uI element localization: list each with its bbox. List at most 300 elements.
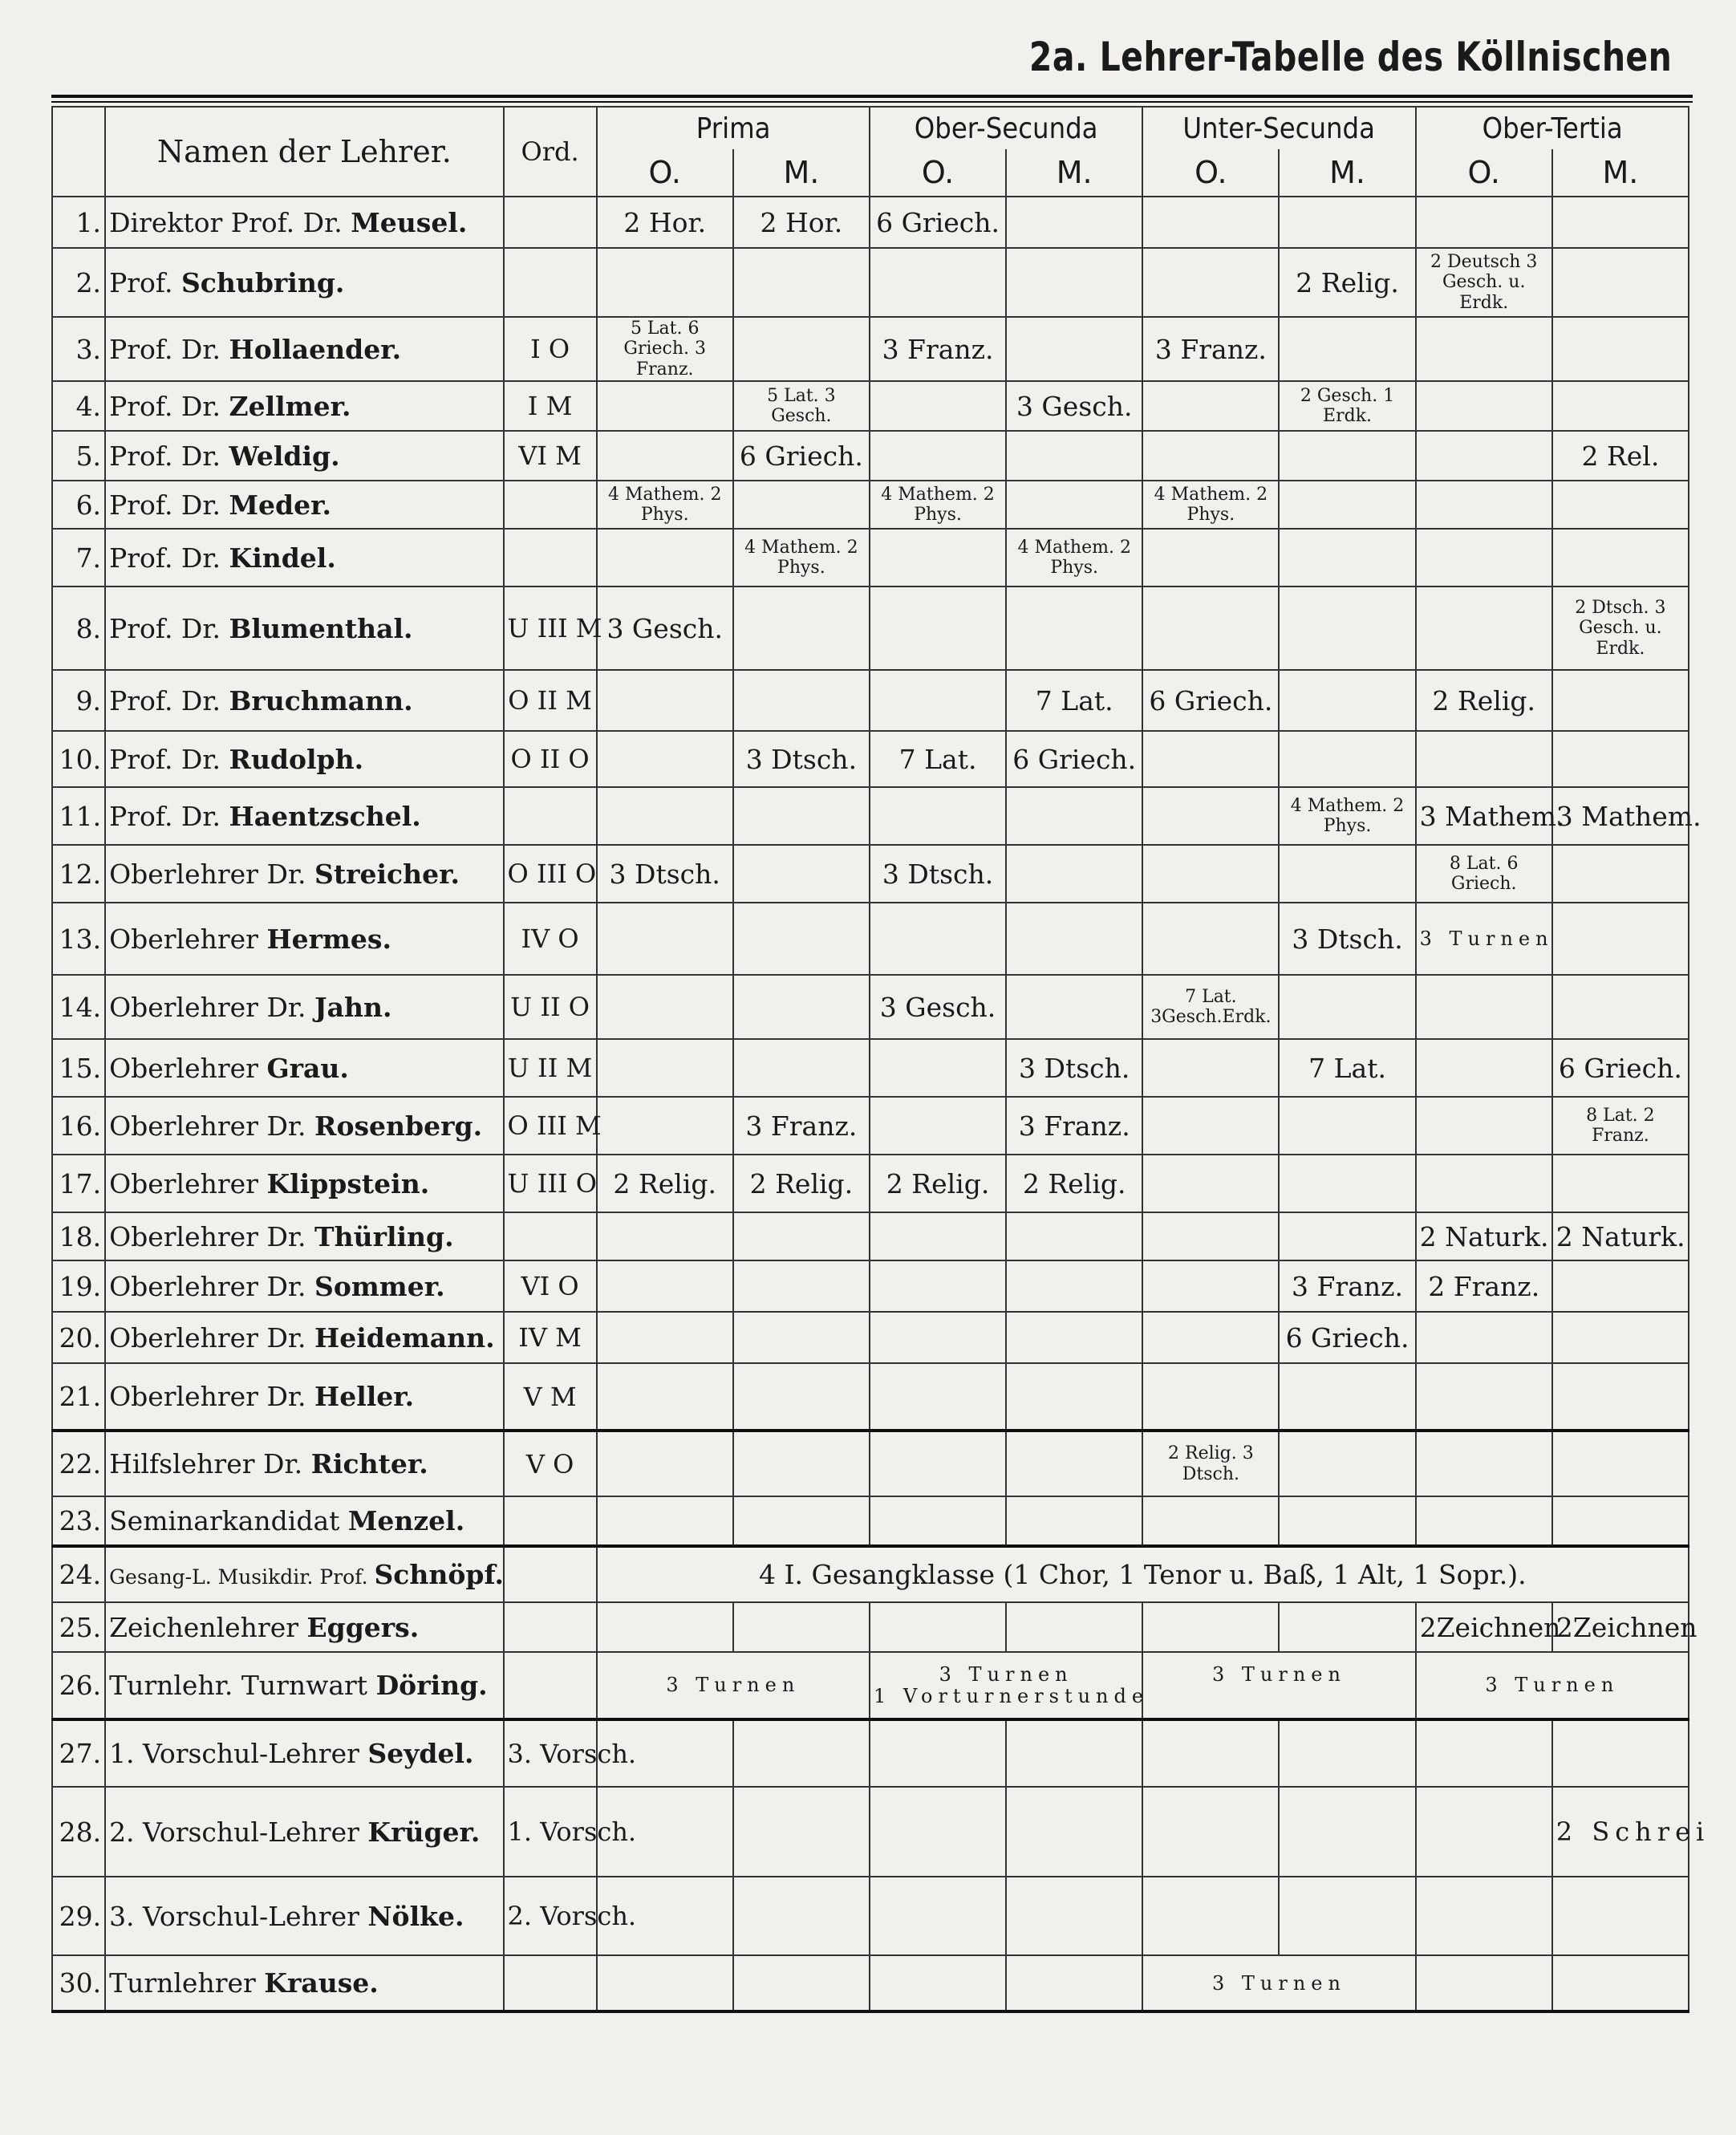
lesson-cell: [733, 1496, 870, 1546]
teacher-name: [105, 787, 503, 845]
table-row: [52, 1039, 1689, 1097]
lesson-cell: [870, 1039, 1006, 1097]
lesson-cell: 4 Mathem. 2 Phys.: [1006, 529, 1142, 587]
row-number: 8.: [52, 587, 105, 670]
lesson-cell: 2 Relig.: [733, 1155, 870, 1212]
table-row: [52, 248, 1689, 317]
lesson-cell: 2 Relig.: [1006, 1155, 1142, 1212]
lesson-cell: 2 Relig.: [1416, 670, 1552, 731]
lesson-cell: 3 Turnen: [1416, 903, 1552, 975]
table-row: [52, 1602, 1689, 1652]
table-row: [52, 1652, 1689, 1719]
teacher-name: [105, 975, 503, 1039]
lesson-cell: [1279, 317, 1415, 381]
table-row: [52, 787, 1689, 845]
lesson-cell: [870, 1312, 1006, 1363]
lesson-cell: [1552, 1955, 1689, 2011]
lesson-cell: 3 Dtsch.: [870, 845, 1006, 903]
ordinarius: VI O: [504, 1260, 597, 1312]
lesson-cell: [597, 1496, 733, 1546]
lesson-cell: 3 Franz.: [1142, 317, 1279, 381]
header-prima: Prima: [610, 107, 856, 149]
ordinarius: [504, 197, 597, 248]
lesson-cell: [597, 787, 733, 845]
teacher-title: Oberlehrer Dr.: [109, 1321, 315, 1354]
lesson-cell: [1142, 381, 1279, 431]
table-row: [52, 1097, 1689, 1155]
header-ord: Ord.: [504, 107, 597, 197]
teacher-surname: Weldig.: [229, 440, 340, 472]
row-number: 24.: [52, 1546, 105, 1602]
lesson-cell: [1006, 587, 1142, 670]
teacher-surname: Sommer.: [314, 1270, 445, 1302]
row-number: 1.: [52, 197, 105, 248]
lesson-cell: [1006, 787, 1142, 845]
lesson-cell: [733, 481, 870, 529]
lesson-cell: 3 Gesch.: [1006, 381, 1142, 431]
row-number: 7.: [52, 529, 105, 587]
table-row: [52, 731, 1689, 787]
top-rule-thin: [51, 101, 1693, 103]
lesson-cell: [1142, 1097, 1279, 1155]
lesson-cell: 2Zeichnen: [1416, 1602, 1552, 1652]
teacher-name: [105, 1719, 503, 1787]
lesson-cell: 3 Dtsch.: [1279, 903, 1415, 975]
lesson-cell: [597, 1955, 733, 2011]
teacher-title: Zeichenlehrer: [109, 1611, 307, 1643]
lesson-cell: [597, 1312, 733, 1363]
teacher-name: [105, 587, 503, 670]
lesson-cell: 2 Relig.: [1279, 248, 1415, 317]
lesson-cell: [1416, 317, 1552, 381]
row-number: 23.: [52, 1496, 105, 1546]
lesson-cell: 3 Dtsch.: [597, 845, 733, 903]
lesson-cell: [1006, 431, 1142, 481]
row-number: 26.: [52, 1652, 105, 1719]
lesson-cell: [1279, 731, 1415, 787]
header-sub-m: M.: [733, 149, 870, 197]
table-row: [52, 1546, 1689, 1602]
teacher-title: Prof. Dr.: [109, 440, 229, 472]
lesson-cell: 3 Franz.: [1006, 1097, 1142, 1155]
lesson-cell: [870, 529, 1006, 587]
lesson-cell: [870, 787, 1006, 845]
teacher-name: [105, 381, 503, 431]
lesson-cell: [1416, 1097, 1552, 1155]
lesson-cell: [870, 381, 1006, 431]
header-sub-m: M.: [1006, 149, 1142, 197]
teacher-surname: Kindel.: [229, 542, 336, 574]
lesson-cell: 4 Mathem. 2 Phys.: [733, 529, 870, 587]
row-number: 2.: [52, 248, 105, 317]
lesson-cell: [1416, 1787, 1552, 1877]
teacher-name: [105, 481, 503, 529]
teacher-name: [105, 1787, 503, 1877]
lesson-cell: 2 Rel.: [1552, 431, 1689, 481]
lesson-cell: [1142, 731, 1279, 787]
lesson-cell: [733, 587, 870, 670]
lesson-cell: [1279, 529, 1415, 587]
lesson-cell: [1006, 903, 1142, 975]
teacher-surname: Richter.: [310, 1448, 428, 1479]
lesson-cell: [1552, 731, 1689, 787]
row-number: 29.: [52, 1877, 105, 1955]
ordinarius: [504, 248, 597, 317]
table-row: [52, 197, 1689, 248]
lesson-cell: [597, 1431, 733, 1496]
teacher-surname: Seydel.: [367, 1738, 474, 1769]
teacher-title: Oberlehrer Dr.: [109, 1381, 315, 1412]
lesson-cell: 5 Lat. 6 Griech. 3 Franz.: [597, 317, 733, 381]
teacher-surname: Rosenberg.: [314, 1110, 483, 1142]
lesson-cell: [870, 903, 1006, 975]
table-row: [52, 975, 1689, 1039]
lesson-cell: [1279, 1719, 1415, 1787]
table-row: [52, 1955, 1689, 2011]
table-row: [52, 317, 1689, 381]
header-unter-secunda: Unter-Secunda: [1156, 107, 1401, 149]
lesson-cell: [1142, 529, 1279, 587]
row-number: 21.: [52, 1363, 105, 1431]
row-number: 15.: [52, 1039, 105, 1097]
teacher-title: Prof. Dr.: [109, 800, 229, 832]
lesson-cell: [1006, 1431, 1142, 1496]
lesson-cell: [1006, 1363, 1142, 1431]
teacher-title: Oberlehrer Dr.: [109, 1270, 315, 1302]
table-row: [52, 381, 1689, 431]
teacher-title: Prof. Dr.: [109, 542, 229, 574]
lesson-cell: [1416, 1955, 1552, 2011]
lesson-cell: [1142, 1363, 1279, 1431]
lesson-cell: 4 Mathem. 2 Phys.: [1279, 787, 1415, 845]
lesson-cell: [870, 1787, 1006, 1877]
lesson-cell: [1416, 431, 1552, 481]
lesson-cell: [1552, 1719, 1689, 1787]
lesson-cell: [1552, 1877, 1689, 1955]
lesson-cell: 3 Franz.: [1279, 1260, 1415, 1312]
lesson-cell: [1552, 381, 1689, 431]
lesson-cell: [1279, 481, 1415, 529]
lesson-cell: [1006, 1260, 1142, 1312]
teacher-surname: Grau.: [266, 1052, 349, 1084]
lesson-cell: [870, 670, 1006, 731]
teacher-title: Oberlehrer: [109, 1052, 267, 1084]
lesson-cell: [597, 1260, 733, 1312]
lesson-cell: 5 Lat. 3 Gesch.: [733, 381, 870, 431]
lesson-cell: 6 Griech.: [1006, 731, 1142, 787]
lesson-cell: [597, 248, 733, 317]
teacher-surname: Schnöpf.: [374, 1559, 504, 1590]
lesson-cell: 3 Gesch.: [870, 975, 1006, 1039]
lesson-cell: [733, 903, 870, 975]
lesson-cell: [597, 1212, 733, 1260]
lesson-cell: 6 Griech.: [1552, 1039, 1689, 1097]
lesson-cell: [1142, 1787, 1279, 1877]
lesson-turnen: [870, 1652, 1150, 1719]
lesson-cell: [1006, 197, 1142, 248]
lesson-cell: [870, 1877, 1006, 1955]
lesson-cell: 2 Hor.: [733, 197, 870, 248]
lesson-cell: [1006, 1312, 1142, 1363]
teacher-title: Oberlehrer: [109, 1167, 267, 1199]
lesson-cell: [870, 1212, 1006, 1260]
lesson-cell: [733, 1431, 870, 1496]
lesson-cell: [1006, 317, 1142, 381]
lesson-cell: 4 Mathem. 2 Phys.: [597, 481, 733, 529]
table-row: [52, 1363, 1689, 1431]
header-ober-tertia: Ober-Tertia: [1430, 107, 1675, 149]
teacher-title: Seminarkandidat: [109, 1505, 348, 1536]
lesson-cell: [1552, 1496, 1689, 1546]
teacher-name: [105, 1652, 503, 1719]
lesson-cell: [1142, 1877, 1279, 1955]
teacher-surname: Hermes.: [266, 923, 391, 955]
lesson-cell: [1279, 1212, 1415, 1260]
lesson-cell: [733, 1877, 870, 1955]
teacher-surname: Thürling.: [314, 1220, 454, 1252]
lesson-cell: [1142, 248, 1279, 317]
lesson-cell: [1142, 1155, 1279, 1212]
lesson-cell: 6 Griech.: [733, 431, 870, 481]
header-sub-m: M.: [1279, 149, 1415, 197]
table-row: [52, 529, 1689, 587]
teacher-surname: Nölke.: [367, 1900, 464, 1932]
teacher-title: Prof. Dr.: [109, 743, 229, 775]
lesson-cell: 3 Franz.: [733, 1097, 870, 1155]
lesson-cell: 6 Griech.: [1142, 670, 1279, 731]
ordinarius: O II M: [504, 670, 597, 731]
lesson-cell: [597, 670, 733, 731]
row-number: 4.: [52, 381, 105, 431]
lesson-cell: [1142, 431, 1279, 481]
lesson-cell: [1416, 975, 1552, 1039]
lesson-cell: [1416, 1312, 1552, 1363]
turnen-hours: 3 Turnen: [939, 1663, 1073, 1686]
teacher-title: Gesang-L. Musikdir. Prof.: [109, 1565, 375, 1589]
lesson-cell: 7 Lat.: [1006, 670, 1142, 731]
lesson-cell: [1279, 1363, 1415, 1431]
lesson-cell: [1416, 197, 1552, 248]
table-row: [52, 1312, 1689, 1363]
lesson-cell: [1416, 1877, 1552, 1955]
lesson-cell: [870, 1260, 1006, 1312]
lesson-cell: 2Zeichnen: [1552, 1602, 1689, 1652]
lesson-cell: [1006, 1955, 1142, 2011]
teacher-surname: Hollaender.: [229, 333, 402, 365]
teacher-name: [105, 1363, 503, 1431]
row-number: 19.: [52, 1260, 105, 1312]
teacher-surname: Haentzschel.: [229, 800, 421, 832]
teacher-title: 1. Vorschul-Lehrer: [109, 1738, 368, 1769]
lesson-cell: 2 Hor.: [597, 197, 733, 248]
lesson-cell: [1006, 1212, 1142, 1260]
teacher-surname: Jahn.: [314, 991, 392, 1023]
lesson-cell: [870, 1363, 1006, 1431]
lesson-cell: [1279, 197, 1415, 248]
teacher-name: [105, 1431, 503, 1496]
ordinarius: [504, 1955, 597, 2011]
lesson-cell: 3 Dtsch.: [733, 731, 870, 787]
row-number: 18.: [52, 1212, 105, 1260]
lesson-cell: 2 Schrei: [1552, 1787, 1689, 1877]
table-row: [52, 481, 1689, 529]
header-sub-m: M.: [1552, 149, 1689, 197]
lesson-cell: [1142, 845, 1279, 903]
lesson-cell: 8 Lat. 6 Griech.: [1416, 845, 1552, 903]
ordinarius: [504, 787, 597, 845]
lesson-cell: [597, 903, 733, 975]
table-row: [52, 1431, 1689, 1496]
lesson-cell: [733, 1363, 870, 1431]
lesson-cell: [1552, 248, 1689, 317]
lesson-cell: 3 Gesch.: [597, 587, 733, 670]
lesson-cell: [733, 1602, 870, 1652]
lesson-cell: [1006, 975, 1142, 1039]
header-sub-o: O.: [870, 149, 1006, 197]
lesson-cell: [1142, 1260, 1279, 1312]
header-sub-o: O.: [1142, 149, 1279, 197]
lesson-cell: [597, 381, 733, 431]
ordinarius: V O: [504, 1431, 597, 1496]
lesson-cell: 2 Relig. 3 Dtsch.: [1142, 1431, 1279, 1496]
lesson-cell: [1142, 197, 1279, 248]
header-ober-secunda: Ober-Secunda: [883, 107, 1129, 149]
lesson-cell: [1279, 1787, 1415, 1877]
vorturnerstunde: 1 Vorturnerstunde: [873, 1684, 1150, 1707]
turnen-hours: 3 Turnen: [1485, 1674, 1620, 1697]
lesson-cell: [1006, 1877, 1142, 1955]
lesson-cell: [870, 1097, 1006, 1155]
lesson-cell: [1279, 845, 1415, 903]
teacher-title: Direktor Prof. Dr.: [109, 206, 351, 238]
teacher-title: Prof.: [109, 266, 181, 298]
teacher-name: [105, 431, 503, 481]
teacher-title: 3. Vorschul-Lehrer: [109, 1900, 368, 1932]
ordinarius: [504, 481, 597, 529]
lesson-cell: [597, 529, 733, 587]
lesson-cell: [1006, 1496, 1142, 1546]
teacher-title: Prof. Dr.: [109, 489, 229, 521]
lesson-cell: [1279, 1155, 1415, 1212]
row-number: 28.: [52, 1787, 105, 1877]
lesson-cell: [1006, 1719, 1142, 1787]
lesson-cell: [1142, 1212, 1279, 1260]
teacher-title: Oberlehrer Dr.: [109, 1110, 315, 1142]
lesson-cell: 2 Naturk.: [1416, 1212, 1552, 1260]
teacher-surname: Streicher.: [314, 858, 460, 890]
teacher-name: [105, 197, 503, 248]
ordinarius: U II M: [504, 1039, 597, 1097]
lesson-cell: [1279, 431, 1415, 481]
lesson-cell: 3 Mathem.: [1416, 787, 1552, 845]
header-num: [52, 107, 105, 197]
lesson-cell: [1142, 787, 1279, 845]
lesson-cell: [1552, 481, 1689, 529]
ordinarius: U III O: [504, 1155, 597, 1212]
teacher-title: Turnlehr. Turnwart: [109, 1670, 376, 1701]
row-number: 27.: [52, 1719, 105, 1787]
teacher-name: [105, 1212, 503, 1260]
lesson-cell: [733, 317, 870, 381]
row-number: 6.: [52, 481, 105, 529]
lesson-cell: [1279, 587, 1415, 670]
teacher-surname: Schubring.: [180, 266, 345, 298]
lesson-cell: [1142, 903, 1279, 975]
ordinarius: IV O: [504, 903, 597, 975]
row-number: 9.: [52, 670, 105, 731]
ordinarius: U II O: [504, 975, 597, 1039]
ordinarius: [504, 1602, 597, 1652]
teacher-table: [51, 106, 1710, 2013]
lesson-cell: [733, 1260, 870, 1312]
lesson-cell: [597, 1363, 733, 1431]
row-number: 5.: [52, 431, 105, 481]
lesson-cell: [1416, 1363, 1552, 1431]
row-number: 16.: [52, 1097, 105, 1155]
teacher-surname: Rudolph.: [229, 743, 364, 775]
lesson-cell: [1552, 975, 1689, 1039]
lesson-cell: 7 Lat. 3Gesch.Erdk.: [1142, 975, 1279, 1039]
lesson-cell: [1416, 1431, 1552, 1496]
lesson-cell: [1416, 481, 1552, 529]
lesson-cell: [870, 1496, 1006, 1546]
lesson-cell: [870, 1955, 1006, 2011]
ordinarius: [504, 1212, 597, 1260]
lesson-cell: [1552, 1431, 1689, 1496]
lesson-cell: [1552, 1155, 1689, 1212]
lesson-cell: [870, 1602, 1006, 1652]
teacher-name: [105, 731, 503, 787]
teacher-name: [105, 1546, 503, 1602]
lesson-cell: [1552, 529, 1689, 587]
lesson-cell: [733, 670, 870, 731]
teacher-name: [105, 1877, 503, 1955]
lesson-cell: [1279, 1877, 1415, 1955]
turnen-hours: 3 Turnen: [1211, 1663, 1346, 1686]
vorturnerstunde: [1146, 1686, 1411, 1707]
teacher-name: [105, 1039, 503, 1097]
row-number: 22.: [52, 1431, 105, 1496]
teacher-name: [105, 845, 503, 903]
turnen-hours: 3 Turnen: [666, 1674, 801, 1697]
teacher-surname: Heller.: [314, 1381, 415, 1412]
teacher-surname: Meusel.: [351, 206, 468, 238]
lesson-cell: [1416, 731, 1552, 787]
teacher-name: [105, 1312, 503, 1363]
table-row: [52, 587, 1689, 670]
ordinarius: [504, 529, 597, 587]
lesson-cell: [1006, 481, 1142, 529]
row-number: 25.: [52, 1602, 105, 1652]
table-row: [52, 903, 1689, 975]
lesson-cell: [1006, 1787, 1142, 1877]
lesson-cell: [733, 1039, 870, 1097]
lesson-cell: [1416, 587, 1552, 670]
lesson-cell: [597, 1039, 733, 1097]
lesson-cell: [1416, 1496, 1552, 1546]
teacher-title: Oberlehrer Dr.: [109, 991, 315, 1023]
lesson-cell: 2 Franz.: [1416, 1260, 1552, 1312]
teacher-name: [105, 1496, 503, 1546]
teacher-title: Oberlehrer: [109, 923, 267, 955]
lesson-cell: [1142, 1496, 1279, 1546]
ordinarius: O II O: [504, 731, 597, 787]
table-row: [52, 1212, 1689, 1260]
table-row: [52, 845, 1689, 903]
lesson-turnen: 3 Turnen: [1142, 1955, 1415, 2011]
teacher-title: Hilfslehrer Dr.: [109, 1448, 311, 1479]
lesson-cell: [1416, 381, 1552, 431]
